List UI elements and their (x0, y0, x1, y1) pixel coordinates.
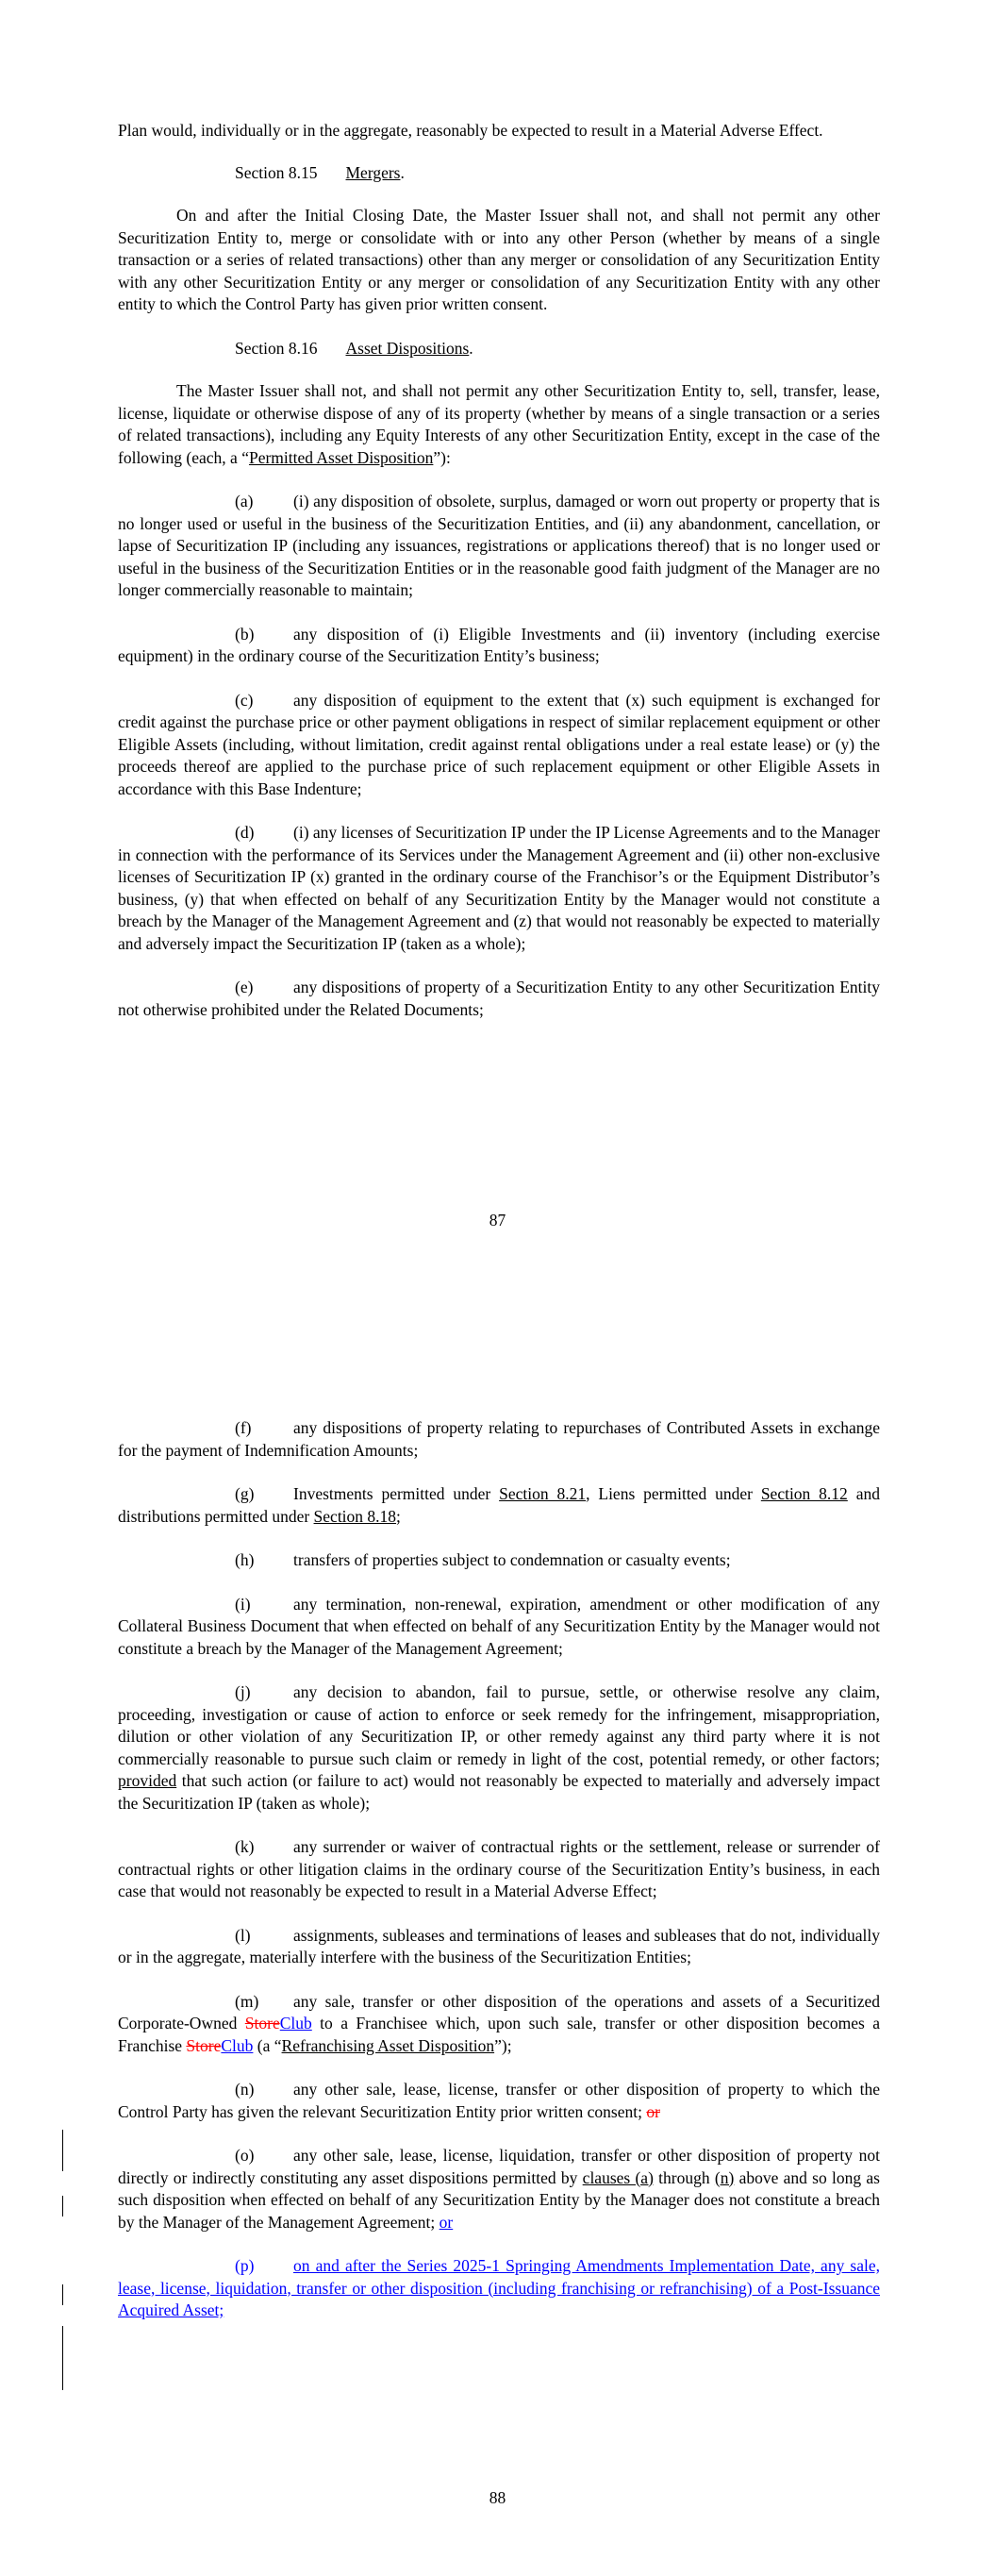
clause-j (118, 1681, 880, 1815)
clause-label: (a) (235, 492, 254, 510)
clause-label: (g) (235, 1484, 255, 1503)
clause-label: (c) (235, 690, 254, 710)
clause-text: (i) any licenses of Securitization IP under the IP License Agreements and to the Manager in connection with the performance of its Services under the Management Agreement and (ii) other non-exclusive licenses of Securitization IP (x) granted in the ordinary course of the Franchisor’s or the Equipment Distributor’s business, (y) that when effected on behalf of any Securitization Entity by the Manager would not constitute a breach by the Manager of the Management Agreement and (z) that would not reasonably be expected to materially and adversely impact the Securitization IP (taken as a whole); (118, 823, 880, 953)
section-8-15-body: On and after the Initial Closing Date, the Master Issuer shall not, and shall not permit any other Securitization Entity to, merge or consolidate with or into any other Person (whether by means of a single transaction or a series of related transactions) other than any merger or consolidation of any Securitization Entity with any other Securitization Entity or any merger or consolidation of any Securitization Entity with any other entity to which the Control Party has given prior written consent. (118, 206, 880, 313)
clause-g (118, 1483, 880, 1528)
defined-term: Refranchising Asset Disposition (281, 2035, 495, 2055)
clause-e (118, 977, 880, 1021)
clause-text: , Liens permitted under (586, 1484, 761, 1503)
change-bar-clause-o (62, 2284, 63, 2305)
clause-text: any sale, transfer or other disposition of the operations and assets of a Securitized Corporate-Owned (118, 1991, 880, 2032)
deleted-text: Store (186, 2035, 222, 2055)
clause-label: (e) (235, 978, 254, 996)
clause-o (118, 2145, 880, 2233)
clause-k (118, 1836, 880, 1903)
clause-label: (f) (235, 1418, 252, 1437)
clause-text: any surrender or waiver of contractual rights or the settlement, release or surrender of contractual rights or other litigation claims in the ordinary course of the Securitization Entity’s business, in each case that would not reasonably be expected to result in a Material Adverse Effect; (118, 1837, 880, 1900)
page-88-body (118, 1417, 880, 2344)
clause-n (118, 2079, 880, 2123)
clause-text: any disposition of equipment to the extent that (x) such equipment is exchanged for credit against the purchase price or other payment obligations in respect of similar replacement equipment or other Eligible Assets (including, without limitation, credit against rental obligations under a real estate lease) or (y) the proceeds thereof are applied to the purchase price of such replacement equipment or other Eligible Assets in accordance with this Base Indenture; (118, 690, 880, 798)
clause-label: (i) (235, 1594, 251, 1614)
inserted-text: Club (279, 2014, 312, 2032)
clause-text: Investments permitted under (293, 1484, 500, 1503)
clause-l (118, 1925, 880, 1969)
clause-m (118, 1991, 880, 2058)
cross-reference: Section 8.18 (313, 1506, 397, 1526)
clause-text: (a “ (253, 2035, 282, 2055)
clause-text: through (653, 2167, 715, 2187)
clause-label: (d) (235, 823, 255, 842)
intro-text-end: ”): (433, 447, 451, 467)
inserted-text: or (439, 2212, 454, 2232)
change-bar-clause-m (62, 2130, 63, 2171)
clause-text: any dispositions of property of a Securitization Entity to any other Securitization Entity not otherwise prohibited under the Related Documents; (118, 978, 880, 1019)
change-bar-clause-n (62, 2196, 63, 2216)
clause-text: any decision to abandon, fail to pursue, settle, or otherwise resolve any claim, proceeding, investigation or cause of action to enforce or seek remedy for the infringement, misappropriation, dilution or other violation of any Securitization IP, or other remedy against any third party where it is not commercially reasonable to pursue such claim or remedy in light of the cost, potential remedy, or other factors; (118, 1682, 880, 1768)
section-number: Section 8.15 (235, 162, 318, 182)
cross-reference: Section 8.12 (760, 1484, 848, 1503)
clause-text: assignments, subleases and terminations of leases and subleases that do not, individually or in the aggregate, materially interfere with the business of the Securitization Entities; (118, 1925, 880, 1966)
cross-reference: clauses (a) (582, 2167, 654, 2187)
clause-i (118, 1594, 880, 1661)
clause-text: above and so long as such disposition when effected on behalf of any Securitization Entity by the Manager does not constitute a breach by the Manager of the Management Agreement; (118, 2167, 880, 2232)
clause-h (118, 1549, 880, 1572)
clause-label: (n) (235, 2080, 255, 2099)
clause-label: (h) (235, 1550, 255, 1569)
proviso-term: provided (118, 1771, 177, 1790)
inserted-text: Club (221, 2035, 254, 2055)
page-number: 88 (489, 2488, 506, 2507)
section-title: Mergers (345, 162, 401, 182)
clause-label: (o) (235, 2146, 255, 2165)
clause-label: (p) (235, 2256, 255, 2275)
clause-c (118, 690, 880, 801)
clause-text: ; (396, 1506, 401, 1526)
clause-text: any termination, non-renewal, expiration, amendment or other modification of any Collateral Business Document that when effected on behalf of any Securitization Entity by the Manager would not constitute a breach by the Manager of the Management Agreement; (118, 1594, 880, 1658)
section-title: Asset Dispositions (345, 338, 470, 358)
page-88 (0, 1288, 995, 2576)
cross-reference: Section 8.21 (499, 1484, 587, 1503)
clause-label: (k) (235, 1837, 255, 1856)
clause-label: (j) (235, 1682, 251, 1701)
clause-p-inserted (118, 2255, 880, 2322)
cross-reference: (n) (714, 2167, 735, 2187)
section-number: Section 8.16 (235, 338, 318, 358)
clause-text: to a Franchisee which, upon such sale, transfer or other disposition becomes a Franchise (118, 2014, 880, 2055)
section-8-15-heading: Section 8.15 Mergers. (235, 162, 405, 182)
intro-text: The Master Issuer shall not, and shall not permit any other Securitization Entity to, sell, transfer, lease, license, liquidate or otherwise dispose of any of its property (whether by means of a single transaction or a series of related transactions), including any Equity Interests of any other Securitization Entity, except in the case of the following (each, a “ (118, 381, 880, 467)
page-number: 87 (489, 1211, 506, 1229)
clause-text: ”); (494, 2035, 512, 2055)
clause-text: any dispositions of property relating to repurchases of Contributed Assets in exchange for the payment of Indemnification Amounts; (118, 1418, 880, 1460)
clause-text: any disposition of (i) Eligible Investments and (ii) inventory (including exercise equipment) in the ordinary course of the Securitization Entity’s business; (118, 624, 880, 665)
clause-text: and distributions permitted under (118, 1484, 880, 1526)
change-bar-clause-p (62, 2326, 63, 2390)
section-8-16-heading: Section 8.16 Asset Dispositions. (235, 338, 473, 358)
clause-text: any other sale, lease, license, liquidation, transfer or other disposition of property not directly or indirectly constituting any asset dispositions permitted by (118, 2146, 880, 2187)
clause-label: (m) (235, 1991, 259, 2011)
clause-b (118, 624, 880, 668)
clause-text: on and after the Series 2025-1 Springing Amendments Implementation Date, any sale, lease, license, liquidation, transfer or other disposition (including franchising or refranchising) of a Post-Issuance Acquired Asset; (118, 2256, 880, 2319)
clause-a (118, 491, 880, 602)
clause-text: any other sale, lease, license, transfer or other disposition of property to which the Control Party has given the relevant Securitization Entity prior written consent; (118, 2080, 880, 2121)
deleted-text: or (646, 2101, 660, 2121)
clause-label: (l) (235, 1925, 251, 1945)
clause-f (118, 1417, 880, 1462)
section-8-16-intro (118, 380, 880, 469)
deleted-text: Store (244, 2014, 280, 2032)
clause-text: transfers of properties subject to condemnation or casualty events; (293, 1550, 731, 1569)
clause-d (118, 822, 880, 955)
clause-label: (b) (235, 624, 255, 644)
clause-text: that such action (or failure to act) would not reasonably be expected to materially and adversely impact the Securitization IP (taken as whole); (118, 1771, 880, 1813)
continuation-paragraph: Plan would, individually or in the aggregate, reasonably be expected to result in a Material Adverse Effect. (118, 121, 823, 140)
defined-term: Permitted Asset Disposition (248, 447, 434, 467)
page-87-body (118, 120, 880, 1043)
clause-text: (i) any disposition of obsolete, surplus, damaged or worn out property or property that is no longer used or useful in the business of the Securitization Entities, and (ii) any abandonment, cancellation, or lapse of Securitization IP (including any issuances, registrations or applications thereof) that is no longer used or useful in the business of the Securitization Entities or in the reasonable good faith judgment of the Manager are no longer commercially reasonable to maintain; (118, 492, 880, 599)
